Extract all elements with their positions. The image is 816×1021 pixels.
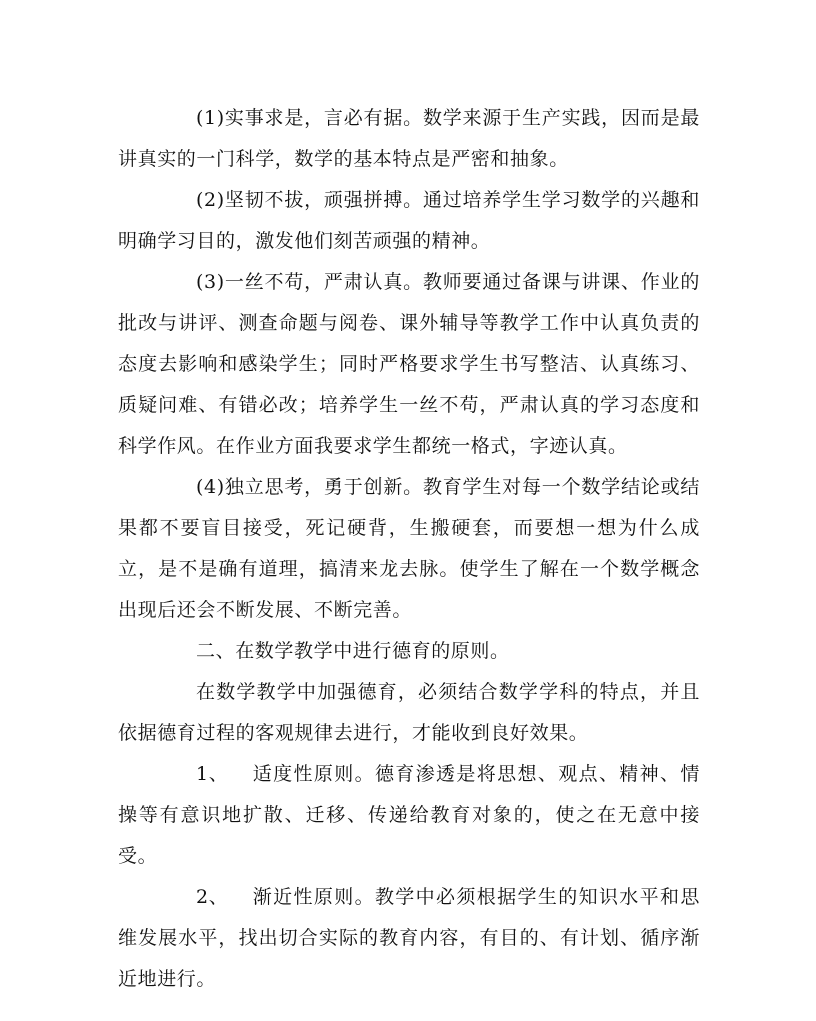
numbered-item-2 <box>118 877 700 1000</box>
item-number: 2、 <box>196 886 229 908</box>
numbered-item-1 <box>118 754 700 877</box>
paragraph-perseverance: (2)坚韧不拔，顽强拼搏。通过培养学生学习数学的兴趣和明确学习目的，激发他们刻苦顽强的精神。 <box>118 189 700 252</box>
paragraph-seek-truth: (1)实事求是，言必有据。数学来源于生产实践，因而是最讲真实的一门科学，数学的基本特点是严密和抽象。 <box>118 107 700 170</box>
item-text: 适度性原则。德育渗透是将思想、观点、精神、情操等有意识地扩散、迁移、传递给教育对象的，使之在无意中接受。 <box>118 763 700 867</box>
section-heading-principles: 二、在数学教学中进行德育的原则。 <box>196 640 510 662</box>
paragraph-meticulous: (3)一丝不苟，严肃认真。教师要通过备课与讲课、作业的批改与讲评、测查命题与阅卷、课外辅导等教学工作中认真负责的态度去影响和感染学生；同时严格要求学生书写整洁、认真练习、质疑问难、有错必改；培养学生一丝不苟，严肃认真的学习态度和科学作风。在作业方面我要求学生都统一格式，字迹认真。 <box>118 271 700 457</box>
paragraph-principles-intro: 在数学教学中加强德育，必须结合数学学科的特点，并且依据德育过程的客观规律去进行，才能收到良好效果。 <box>118 681 700 744</box>
document-page <box>118 98 700 1000</box>
paragraph-independent-thinking: (4)独立思考，勇于创新。教育学生对每一个数学结论或结果都不要盲目接受，死记硬背，生搬硬套，而要想一想为什么成立，是不是确有道理，搞清来龙去脉。使学生了解在一个数学概念出现后还会不断发展、不断完善。 <box>118 476 700 621</box>
item-text: 渐近性原则。教学中必须根据学生的知识水平和思维发展水平，找出切合实际的教育内容，有目的、有计划、循序渐近地进行。 <box>118 886 700 990</box>
item-number: 1、 <box>196 763 229 785</box>
